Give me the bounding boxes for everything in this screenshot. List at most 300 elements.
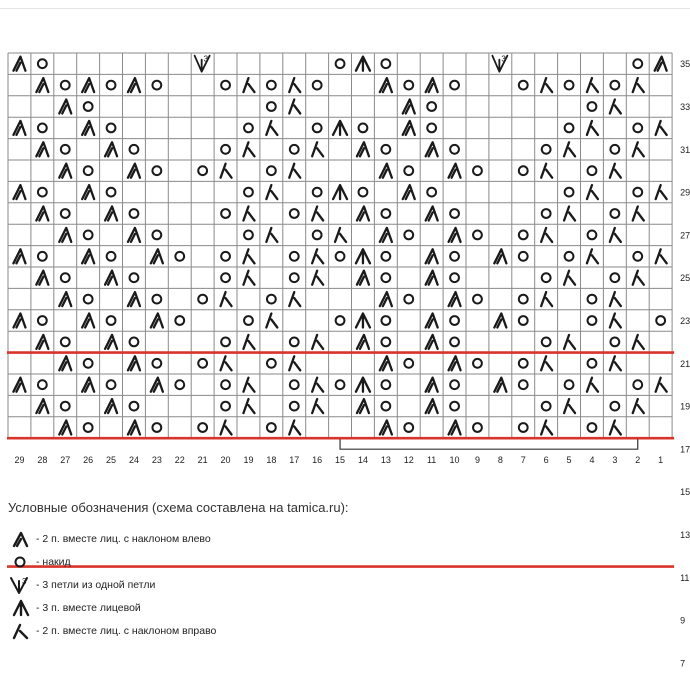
left-decrease-symbol (36, 142, 48, 156)
stitch-number: 16 (312, 455, 323, 466)
right-decrease-symbol (221, 164, 232, 178)
yarn-over-circle (152, 359, 161, 368)
left-decrease-symbol (494, 378, 506, 392)
right-decrease-symbol (541, 292, 552, 306)
left-decrease-symbol (82, 314, 94, 328)
yarn-over-circle (404, 81, 413, 90)
legend-text-left-decrease: - 2 п. вместе лиц. с наклоном влево (36, 532, 211, 545)
yarn-over-symbol (198, 359, 207, 368)
yarn-over-circle (588, 102, 597, 111)
left-decrease-stroke (426, 314, 438, 328)
yarn-over-symbol (588, 423, 597, 432)
left-decrease-stroke (426, 207, 438, 221)
yarn-over-symbol (473, 423, 482, 432)
right-decrease-stroke (564, 335, 575, 349)
right-decrease-stroke (610, 356, 621, 370)
right-decrease-symbol (312, 271, 323, 285)
left-decrease-symbol (105, 399, 117, 413)
left-decrease-stroke (449, 292, 461, 306)
yarn-over-circle (381, 316, 390, 325)
right-decrease-stroke (541, 78, 552, 92)
left-decrease-symbol (105, 142, 117, 156)
left-decrease-stroke (105, 399, 117, 413)
right-decrease-symbol (266, 314, 277, 328)
yarn-over-circle (404, 423, 413, 432)
right-decrease-symbol (541, 164, 552, 178)
yarn-over-symbol (290, 273, 299, 282)
stitch-number: 1 (658, 455, 664, 466)
right-decrease-symbol (587, 249, 598, 263)
yarn-over-circle (152, 423, 161, 432)
left-decrease-stroke (36, 78, 48, 92)
yarn-over-circle (588, 316, 597, 325)
yarn-over-symbol (107, 380, 116, 389)
left-decrease-stroke (655, 57, 667, 71)
legend-item-yarn-over (8, 550, 216, 573)
left-decrease-stroke (59, 164, 71, 178)
left-decrease-stroke (151, 249, 163, 263)
row-number: 11 (680, 572, 690, 583)
right-decrease-stroke (564, 142, 575, 156)
left-decrease-icon (8, 529, 34, 549)
right-decrease-symbol (312, 249, 323, 263)
left-decrease-stroke (13, 121, 25, 135)
left-decrease-symbol (426, 249, 438, 263)
left-decrease-symbol (357, 142, 369, 156)
yarn-over-circle (107, 380, 116, 389)
right-decrease-symbol (243, 399, 254, 413)
yarn-over-circle (290, 273, 299, 282)
yarn-over-symbol (175, 252, 184, 261)
stitch-number: 9 (474, 455, 480, 466)
left-decrease-symbol (105, 271, 117, 285)
right-decrease-stroke (289, 100, 300, 114)
right-decrease-stroke (564, 207, 575, 221)
yarn-over-circle (381, 252, 390, 261)
yarn-over-symbol (450, 81, 459, 90)
legend-text-right-decrease: - 2 п. вместе лиц. с наклоном вправо (36, 624, 217, 637)
yarn-over-circle (244, 316, 253, 325)
yarn-over-circle (198, 359, 207, 368)
right-decrease-symbol (541, 78, 552, 92)
yarn-over-circle (152, 81, 161, 90)
right-decrease-stroke (587, 121, 598, 135)
left-decrease-symbol (380, 292, 392, 306)
left-decrease-stroke (426, 249, 438, 263)
yarn-over-symbol (381, 338, 390, 347)
left-decrease-stroke (36, 207, 48, 221)
yarn-over-circle (519, 252, 528, 261)
right-decrease-symbol (312, 378, 323, 392)
yarn-over-circle (542, 145, 551, 154)
right-decrease-symbol (289, 421, 300, 435)
right-decrease-stroke (541, 228, 552, 242)
yarn-over-symbol (107, 124, 116, 133)
yarn-over-circle (359, 124, 368, 133)
right-decrease-symbol (243, 335, 254, 349)
yarn-over-circle (84, 359, 93, 368)
right-decrease-symbol (266, 185, 277, 199)
yarn-over-circle (107, 316, 116, 325)
yarn-over-symbol (152, 423, 161, 432)
yarn-over-symbol (221, 273, 230, 282)
yarn-over-circle (198, 166, 207, 175)
left-decrease-stroke (426, 78, 438, 92)
yarn-over-circle (38, 59, 47, 68)
central-decrease-stroke (356, 314, 370, 328)
left-decrease-stroke (13, 249, 25, 263)
left-decrease-stroke (403, 185, 415, 199)
left-decrease-symbol (403, 185, 415, 199)
yarn-over-symbol (565, 380, 574, 389)
yarn-over-symbol (130, 209, 139, 218)
yarn-over-circle (381, 209, 390, 218)
yarn-over-symbol (473, 295, 482, 304)
right-decrease-stroke (564, 271, 575, 285)
left-decrease-stroke (128, 356, 140, 370)
yarn-over-circle (221, 338, 230, 347)
yarn-over-symbol (130, 145, 139, 154)
yarn-over-circle (198, 423, 207, 432)
right-decrease-symbol (587, 378, 598, 392)
yarn-over-symbol (565, 81, 574, 90)
yarn-over-symbol (542, 338, 551, 347)
left-decrease-symbol (426, 142, 438, 156)
central-double-decrease-icon (8, 598, 34, 618)
yarn-over-symbol (565, 252, 574, 261)
yarn-over-circle (290, 145, 299, 154)
left-decrease-stroke (128, 78, 140, 92)
left-decrease-stroke (426, 335, 438, 349)
legend-item-three-from-one (8, 573, 216, 596)
yarn-over-symbol (381, 145, 390, 154)
yarn-over-circle (267, 81, 276, 90)
yarn-over-symbol (198, 295, 207, 304)
right-decrease-symbol (564, 207, 575, 221)
right-decrease-stroke (587, 185, 598, 199)
left-decrease-stroke (357, 271, 369, 285)
right-decrease-stroke (312, 335, 323, 349)
right-decrease-stroke (266, 228, 277, 242)
right-decrease-symbol (312, 207, 323, 221)
left-decrease-stroke (380, 228, 392, 242)
yarn-over-circle (38, 188, 47, 197)
right-decrease-stroke (243, 207, 254, 221)
left-decrease-symbol (13, 249, 25, 263)
right-decrease-symbol (633, 271, 644, 285)
right-decrease-symbol (243, 271, 254, 285)
yarn-over-circle (152, 166, 161, 175)
central-double-decrease-symbol (333, 121, 347, 135)
yarn-over-symbol (359, 188, 368, 197)
yarn-over-symbol (107, 81, 116, 90)
stitch-number: 7 (520, 455, 526, 466)
stitch-number: 13 (380, 455, 391, 466)
legend (8, 527, 216, 642)
yarn-over-circle (221, 252, 230, 261)
yarn-over-circle (450, 316, 459, 325)
right-decrease-symbol (335, 228, 346, 242)
left-decrease-symbol (82, 378, 94, 392)
yarn-over-symbol (152, 295, 161, 304)
yarn-over-symbol (359, 124, 368, 133)
legend-text-three-from-one: - 3 петли из одной петли (36, 578, 156, 591)
left-decrease-symbol (82, 249, 94, 263)
right-decrease-stroke (656, 249, 667, 263)
yarn-over-circle (633, 188, 642, 197)
left-decrease-symbol (380, 164, 392, 178)
left-decrease-symbol (82, 78, 94, 92)
right-decrease-symbol (610, 421, 621, 435)
yarn-over-circle (450, 402, 459, 411)
left-decrease-symbol (357, 399, 369, 413)
yarn-over-circle (519, 295, 528, 304)
left-decrease-symbol (13, 378, 25, 392)
left-decrease-stroke (59, 292, 71, 306)
left-decrease-symbol (13, 57, 25, 71)
yarn-over-circle (427, 124, 436, 133)
yarn-over-circle (84, 102, 93, 111)
yarn-over-circle (450, 252, 459, 261)
yarn-over-symbol (38, 316, 47, 325)
yarn-over-symbol (610, 209, 619, 218)
stitch-number: 20 (220, 455, 231, 466)
stitch-number: 29 (14, 455, 25, 466)
yarn-over-circle (244, 188, 253, 197)
left-decrease-stroke (380, 164, 392, 178)
yarn-over-circle (221, 81, 230, 90)
right-decrease-stroke (610, 100, 621, 114)
yarn-over-symbol (381, 59, 390, 68)
row-number: 15 (680, 487, 690, 498)
right-decrease-symbol (312, 399, 323, 413)
right-decrease-stroke (633, 142, 644, 156)
row-number: 23 (680, 316, 690, 326)
right-decrease-stroke (610, 164, 621, 178)
right-decrease-stroke (564, 399, 575, 413)
right-decrease-symbol (564, 335, 575, 349)
yarn-over-circle (267, 102, 276, 111)
right-decrease-symbol (266, 121, 277, 135)
left-decrease-symbol (36, 399, 48, 413)
yarn-over-circle (381, 273, 390, 282)
right-decrease-stroke (289, 78, 300, 92)
right-decrease-stroke (243, 142, 254, 156)
right-decrease-icon (8, 621, 34, 641)
left-decrease-stroke (36, 399, 48, 413)
three-from-one-symbol (492, 55, 507, 72)
yarn-over-circle (221, 209, 230, 218)
stitch-number: 22 (174, 455, 185, 466)
right-decrease-symbol (312, 142, 323, 156)
yarn-over-circle (519, 316, 528, 325)
yarn-over-circle (610, 209, 619, 218)
left-decrease-symbol (426, 78, 438, 92)
yarn-over-circle (38, 316, 47, 325)
right-decrease-symbol (221, 292, 232, 306)
right-decrease-stroke (610, 421, 621, 435)
yarn-over-circle (633, 252, 642, 261)
stitch-number: 27 (60, 455, 71, 466)
yarn-over-circle (381, 402, 390, 411)
left-decrease-stroke (494, 378, 506, 392)
yarn-over-circle (542, 338, 551, 347)
three-from-one-symbol (195, 55, 210, 72)
stitch-number: 5 (566, 455, 572, 466)
left-decrease-stroke (59, 356, 71, 370)
row-number: 31 (680, 144, 690, 155)
yarn-over-circle (404, 166, 413, 175)
row-number: 25 (680, 273, 690, 284)
yarn-over-circle (130, 402, 139, 411)
yarn-over-symbol (381, 273, 390, 282)
right-decrease-stroke (266, 121, 277, 135)
yarn-over-circle (542, 273, 551, 282)
yarn-over-symbol (519, 380, 528, 389)
left-decrease-symbol (36, 207, 48, 221)
right-decrease-symbol (289, 78, 300, 92)
yarn-over-symbol (290, 338, 299, 347)
stitch-number: 12 (403, 455, 414, 466)
left-decrease-symbol (128, 164, 140, 178)
yarn-over-circle (450, 338, 459, 347)
row-number: 17 (680, 444, 690, 455)
legend-text-yarn-over: - накид (36, 555, 71, 568)
right-decrease-stroke (243, 271, 254, 285)
right-decrease-stroke (633, 271, 644, 285)
stitch-number: 10 (449, 455, 460, 466)
left-decrease-symbol (151, 249, 163, 263)
yarn-over-symbol (175, 380, 184, 389)
yarn-over-circle (404, 231, 413, 240)
left-decrease-symbol (36, 78, 48, 92)
yarn-over-circle (473, 423, 482, 432)
right-decrease-stroke (587, 249, 598, 263)
yarn-over-symbol (38, 252, 47, 261)
yarn-over-symbol (450, 252, 459, 261)
yarn-over-symbol (61, 338, 70, 347)
left-decrease-stroke (82, 78, 94, 92)
yarn-over-symbol (404, 81, 413, 90)
right-decrease-stroke (312, 207, 323, 221)
yarn-over-circle (656, 316, 665, 325)
central-double-decrease-symbol (356, 378, 370, 392)
yarn-over-symbol (610, 338, 619, 347)
left-decrease-symbol (380, 356, 392, 370)
central-double-decrease-symbol (356, 249, 370, 263)
right-decrease-symbol (656, 378, 667, 392)
right-decrease-stroke (312, 399, 323, 413)
yarn-over-symbol (588, 359, 597, 368)
left-decrease-symbol (357, 335, 369, 349)
yarn-over-symbol (244, 316, 253, 325)
right-decrease-stroke (243, 399, 254, 413)
yarn-over-symbol (519, 359, 528, 368)
yarn-over-circle (221, 380, 230, 389)
right-decrease-stroke (289, 164, 300, 178)
left-decrease-stroke (82, 378, 94, 392)
right-decrease-symbol (587, 185, 598, 199)
yarn-over-symbol (610, 273, 619, 282)
stitch-number: 4 (589, 455, 595, 466)
yarn-over-symbol (198, 166, 207, 175)
yarn-over-circle (107, 252, 116, 261)
row-number: 7 (680, 658, 686, 669)
right-decrease-stroke (335, 228, 346, 242)
right-decrease-stroke (587, 78, 598, 92)
yarn-over-symbol (633, 252, 642, 261)
right-decrease-stroke (656, 121, 667, 135)
right-decrease-symbol (564, 142, 575, 156)
left-decrease-symbol (82, 121, 94, 135)
yarn-over-symbol (313, 231, 322, 240)
yarn-over-symbol (473, 231, 482, 240)
left-decrease-stroke (426, 271, 438, 285)
yarn-over-circle (107, 81, 116, 90)
yarn-over-symbol (221, 209, 230, 218)
yarn-over-symbol (381, 402, 390, 411)
left-decrease-stroke (151, 378, 163, 392)
left-decrease-symbol (128, 228, 140, 242)
row-number: 13 (680, 530, 690, 540)
yarn-over-circle (221, 273, 230, 282)
yarn-over-circle (565, 252, 574, 261)
yarn-over-symbol (61, 209, 70, 218)
left-decrease-symbol (449, 356, 461, 370)
yarn-over-circle (61, 209, 70, 218)
right-decrease-symbol (289, 356, 300, 370)
stitch-number: 28 (37, 455, 48, 466)
right-decrease-symbol (541, 421, 552, 435)
yarn-over-symbol (404, 295, 413, 304)
yarn-over-symbol (588, 102, 597, 111)
left-decrease-symbol (494, 314, 506, 328)
yarn-over-circle (427, 102, 436, 111)
left-decrease-symbol (105, 335, 117, 349)
yarn-over-circle (610, 338, 619, 347)
yarn-over-symbol (656, 316, 665, 325)
left-decrease-symbol (426, 207, 438, 221)
left-decrease-stroke (357, 142, 369, 156)
yarn-over-circle (450, 380, 459, 389)
legend-title: Условные обозначения (схема составлена на tamica.ru): (8, 500, 349, 515)
yarn-over-symbol (38, 188, 47, 197)
left-decrease-symbol (36, 271, 48, 285)
yarn-over-symbol (588, 166, 597, 175)
right-decrease-stroke (289, 356, 300, 370)
yarn-over-circle (198, 295, 207, 304)
yarn-over-symbol (450, 316, 459, 325)
right-decrease-symbol (243, 142, 254, 156)
stitch-number: 25 (106, 455, 117, 466)
yarn-over-circle (588, 359, 597, 368)
yarn-over-circle (336, 59, 345, 68)
yarn-over-symbol (290, 252, 299, 261)
right-decrease-stroke (312, 271, 323, 285)
yarn-over-symbol (84, 231, 93, 240)
yarn-over-symbol (61, 402, 70, 411)
yarn-over-symbol (38, 124, 47, 133)
left-decrease-stroke (426, 142, 438, 156)
yarn-over-circle (542, 209, 551, 218)
yarn-over-circle (175, 380, 184, 389)
left-decrease-stroke (128, 228, 140, 242)
yarn-over-circle (588, 231, 597, 240)
stitch-number: 23 (151, 455, 162, 466)
left-decrease-symbol (380, 421, 392, 435)
left-decrease-stroke (105, 335, 117, 349)
yarn-over-circle (519, 359, 528, 368)
